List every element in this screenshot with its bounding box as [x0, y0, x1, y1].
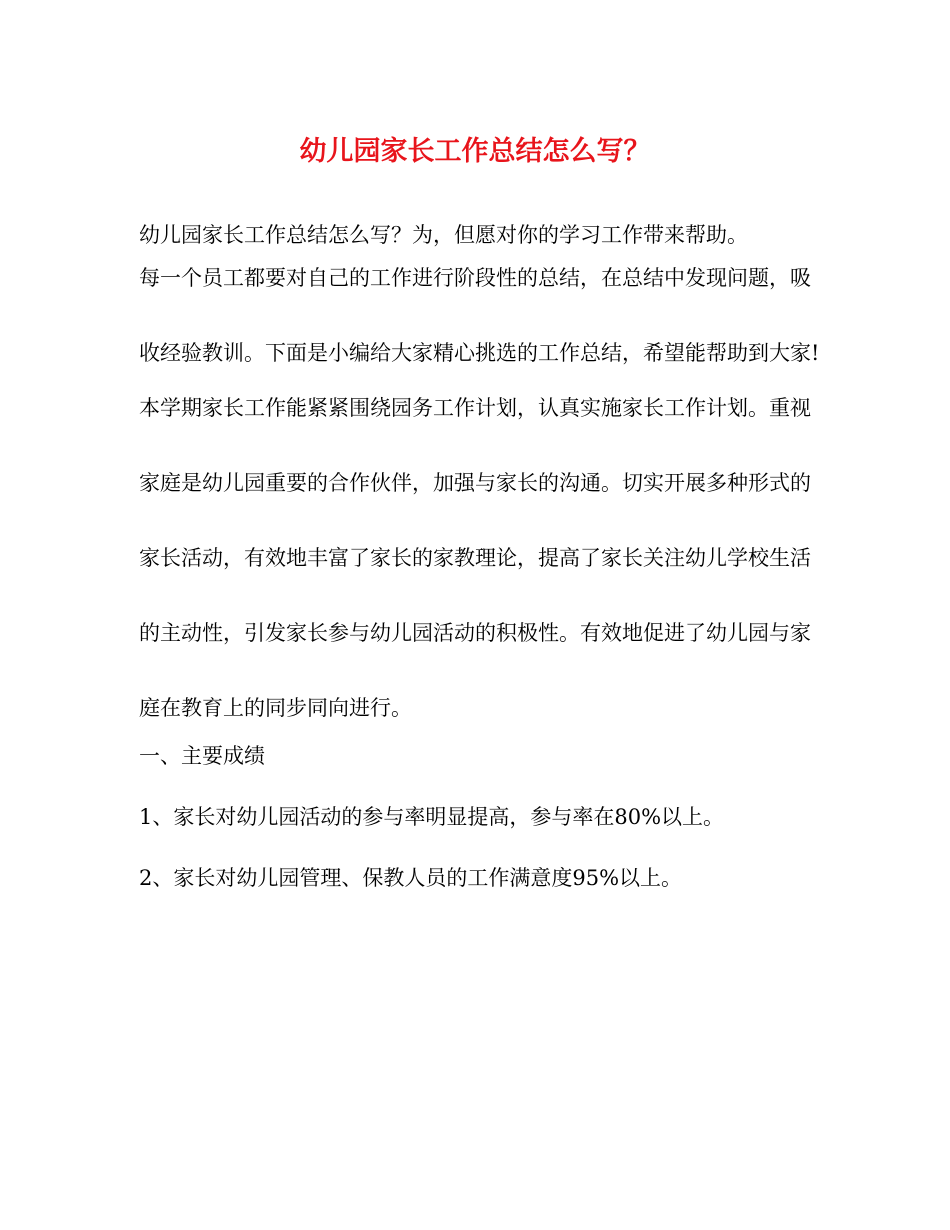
document-title: 幼儿园家长工作总结怎么写？	[299, 136, 651, 167]
document-body	[139, 215, 829, 898]
list-item-1: 1、家长对幼儿园活动的参与率明显提高，参与率在80%以上。	[139, 805, 725, 829]
paragraph-2: 本学期家长工作能紧紧围绕园务工作计划，认真实施家长工作计划。重视家庭是幼儿园重要的合作伙伴，加强与家长的沟通。切实开展多种形式的家长活动，有效地丰富了家长的家教理论，提高了家长关注幼儿学校生活的主动性，引发家长参与幼儿园活动的积极性。有效地促进了幼儿园与家庭在教育上的同步同向进行。	[139, 396, 811, 720]
intro-paragraph: 幼儿园家长工作总结怎么写？为，但愿对你的学习工作带来帮助。	[139, 223, 748, 247]
list-item-2: 2、家长对幼儿园管理、保教人员的工作满意度95%以上。	[139, 866, 683, 890]
paragraph-1: 每一个员工都要对自己的工作进行阶段性的总结，在总结中发现问题，吸收经验教训。下面是小编给大家精心挑选的工作总结，希望能帮助到大家!	[139, 266, 820, 365]
section-heading: 一、主要成绩	[139, 744, 265, 768]
